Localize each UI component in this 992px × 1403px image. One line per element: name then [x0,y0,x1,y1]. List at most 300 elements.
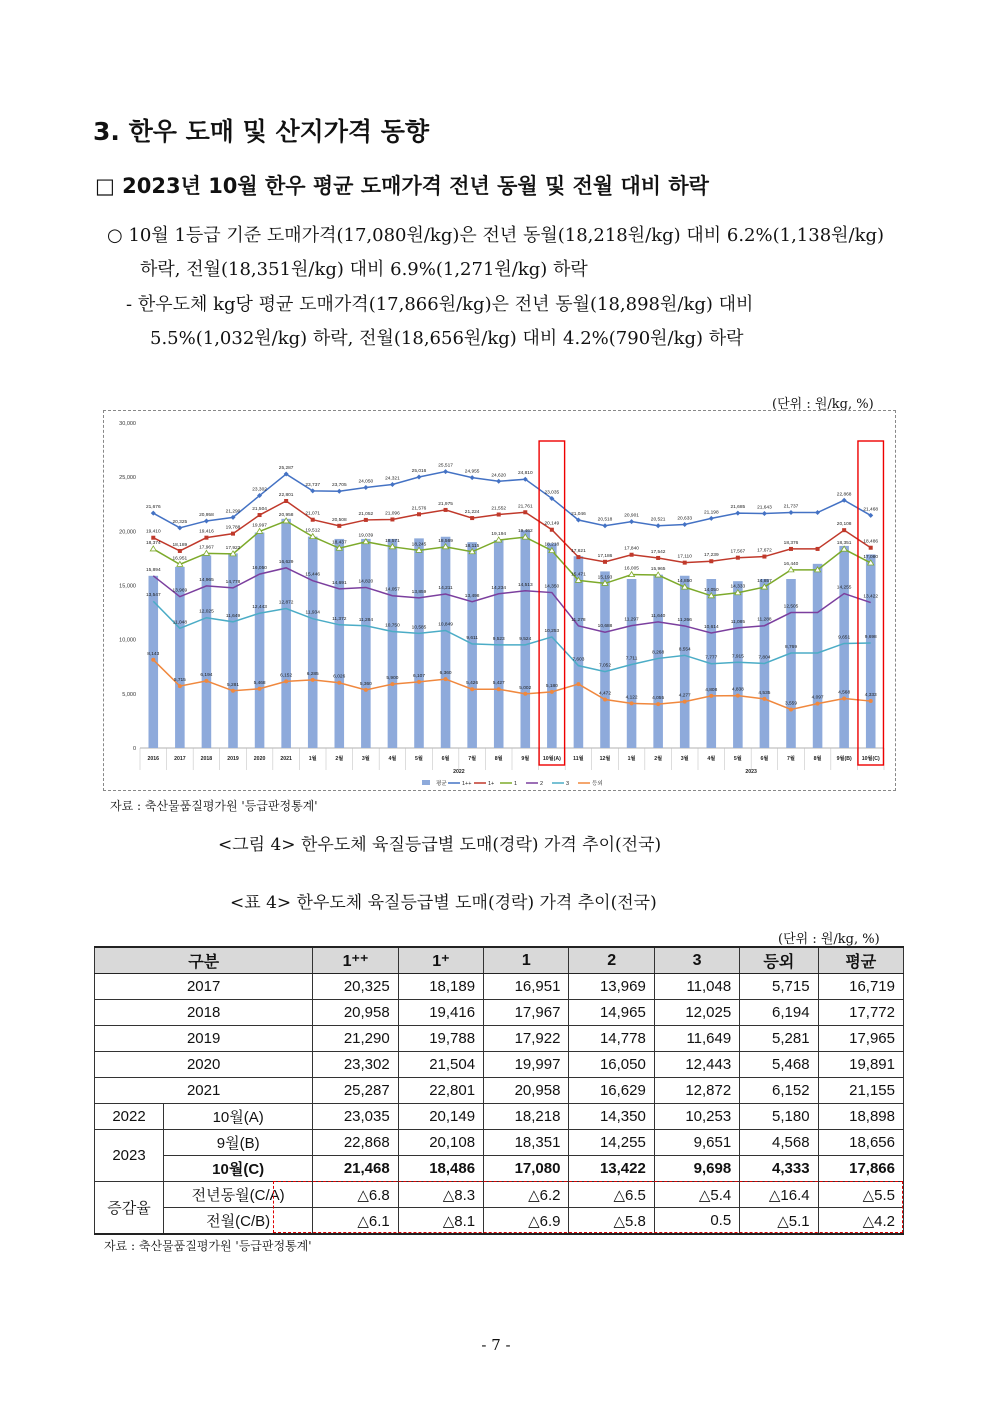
x-tick-label: 9월(B) [836,756,852,762]
point-1++ [204,518,209,523]
data-label: 14,057 [385,587,400,593]
point-1++ [390,482,395,487]
data-label: 13,547 [145,593,161,599]
bar-average [281,519,291,748]
section-title: 3. 한우 도매 및 산지가격 동향 [93,117,430,146]
data-label: 11,048 [172,620,188,626]
data-label: 17,567 [730,549,746,555]
table-row [95,1000,904,1026]
data-label: 12,443 [252,605,267,611]
bar-average [361,539,371,748]
cell: 16,050 [569,1052,654,1078]
data-label: 25,517 [438,463,453,469]
y-tick-label: 5,000 [122,691,136,698]
point-등외 [869,699,873,703]
data-label: 3,559 [784,701,798,707]
point-등외 [603,698,607,702]
point-1+ [364,518,368,522]
row-month: 전월(C/B) [164,1208,313,1235]
data-label: 11,640 [650,613,666,619]
point-1+ [523,510,527,514]
data-label: 17,080 [863,554,879,560]
bar-average [600,571,610,748]
data-label: 20,149 [544,521,560,527]
cell: 5,180 [740,1104,818,1130]
data-label: 9,523 [492,636,505,642]
data-label: 21,761 [517,504,533,510]
cell: 16,629 [569,1078,654,1104]
data-label: 12,505 [783,604,799,610]
data-label: 10,688 [597,624,613,630]
cell: 18,486 [398,1156,483,1182]
point-1+ [231,532,235,536]
legend-label: 1 [514,781,518,787]
cell: 17,772 [818,1000,903,1026]
point-등외 [204,679,208,683]
x-tick-label: 2월 [654,756,663,762]
header-grade-1p: 1⁺ [398,947,483,974]
series-line-1++ [153,472,870,528]
data-label: 19,512 [305,528,321,534]
point-1++ [629,519,634,524]
legend-label: 1++ [462,781,472,787]
data-label: 18,571 [385,538,400,544]
row-month: 9월(B) [164,1130,313,1156]
data-label: 7,915 [731,654,744,660]
cell: △6.9 [484,1208,569,1235]
header-average: 평균 [818,947,903,974]
x-tick-label: 4월 [388,756,397,762]
bar-average [813,564,823,748]
bar-average [574,556,584,748]
point-1++ [470,475,475,480]
bar-average [467,542,477,748]
bar-average [839,546,849,748]
data-label: 5,360 [359,681,372,687]
bar-average [680,576,690,748]
bar-average [308,537,318,748]
data-label: 4,472 [598,691,612,697]
data-label: 17,922 [225,545,241,551]
data-label: 21,676 [145,505,161,511]
data-label: 24,050 [358,479,374,485]
data-label: 23,737 [305,482,321,488]
data-label: 9,524 [519,636,532,642]
point-1 [150,546,156,551]
cell: 20,325 [313,974,398,1000]
data-label: 23,302 [252,487,267,493]
data-label: 18,486 [863,539,879,545]
point-등외 [284,679,288,683]
x-tick-label: 7월 [787,756,795,762]
data-label: 6,152 [280,673,293,679]
data-label: 25,287 [278,466,294,472]
circle-bullet: ○ [107,225,123,246]
data-label: 18,374 [145,540,161,546]
x-tick-label: 2021 [280,756,292,762]
point-1++ [603,523,608,528]
point-1+ [444,508,448,512]
cell: 23,035 [313,1104,398,1130]
point-1++ [363,485,368,490]
data-label: 11,297 [624,617,639,623]
cell: 20,149 [398,1104,483,1130]
y-tick-label: 0 [132,746,136,752]
data-label: 20,325 [172,519,188,525]
data-label: 6,360 [439,671,452,677]
point-1++ [337,489,342,494]
data-label: 9,698 [864,634,877,640]
point-등외 [736,694,740,698]
data-label: 15,894 [145,567,161,573]
cell: △5.4 [654,1182,739,1208]
table-row [95,1078,904,1104]
point-1+ [337,524,341,528]
y-tick-label: 10,000 [119,637,136,644]
point-1+ [311,518,315,522]
bullet2-line2: 5.5%(1,032원/kg) 하락, 전월(18,656원/kg) 대비 4.2%(790원/kg) 하락 [150,328,744,349]
header-grade-2: 2 [569,947,654,974]
cell: 10,253 [654,1104,739,1130]
y-tick-label: 15,000 [119,583,136,590]
data-label: 4,277 [678,693,691,699]
legend-label: 3 [566,781,570,787]
data-label: 7,777 [705,655,718,661]
data-label: 4,333 [864,693,877,699]
data-label: 18,189 [172,542,188,548]
data-label: 11,372 [332,616,347,622]
point-1+ [258,513,262,517]
bullet-paragraph-2 [126,288,896,356]
data-label: 20,508 [331,517,347,523]
data-label: 19,416 [199,529,214,535]
point-등외 [258,687,262,691]
bar-average [202,555,212,748]
cell: 9,651 [654,1130,739,1156]
y-tick-label: 25,000 [119,475,136,482]
x-tick-label: 2020 [253,756,266,762]
data-label: 17,672 [757,548,772,554]
cell: 13,422 [569,1156,654,1182]
data-label: 18,245 [411,542,427,548]
row-year: 2023 [95,1130,164,1182]
point-1+ [178,549,182,553]
data-label: 14,211 [438,586,453,592]
data-label: 17,239 [703,553,719,559]
header-category: 구분 [95,947,313,974]
data-label: 20,633 [677,516,693,522]
headline: □ 2023년 10월 한우 평균 도매가격 전년 동월 및 전월 대비 하락 [95,174,709,198]
table-source: 자료 : 축산물품질평가원 '등급판정통계' [104,1239,312,1253]
point-1++ [815,510,820,515]
legend-label: 2 [540,781,544,787]
bar-average [255,533,265,748]
row-year: 2019 [95,1026,313,1052]
cell: △16.4 [740,1182,818,1208]
chart-source: 자료 : 축산물품질평가원 '등급판정통계' [110,799,318,813]
cell: 23,302 [313,1052,398,1078]
cell: 21,155 [818,1078,903,1104]
data-label: 15,471 [571,572,586,578]
cell: 16,719 [818,974,903,1000]
data-label: 4,535 [758,690,771,696]
cell: △6.8 [313,1182,398,1208]
data-label: 5,281 [226,682,240,688]
data-label: 5,002 [519,685,532,691]
data-label: 14,857 [757,579,772,585]
point-등외 [337,681,341,685]
data-label: 18,351 [836,541,852,547]
data-label: 20,958 [199,512,214,518]
data-label: 5,900 [386,676,399,682]
data-label: 8,268 [652,650,665,656]
cell: 18,898 [818,1104,903,1130]
point-1+ [417,512,421,516]
cell: 25,287 [313,1078,398,1104]
point-1+ [603,560,607,564]
data-label: 7,052 [598,663,612,669]
data-label: 21,975 [438,501,453,507]
cell: 14,965 [569,1000,654,1026]
table-row [95,974,904,1000]
point-1+ [869,546,873,550]
data-label: 21,046 [571,512,586,518]
data-label: 22,868 [836,492,852,498]
data-label: 23,035 [544,490,560,496]
chart-frame [103,410,896,791]
cell: △6.1 [313,1208,398,1235]
cell: △5.1 [740,1208,818,1235]
data-label: 19,997 [252,523,267,529]
cell: 17,080 [484,1156,569,1182]
cell: 22,868 [313,1130,398,1156]
data-label: 24,321 [385,476,400,482]
data-label: 5,426 [466,681,479,687]
cell: 18,189 [398,974,483,1000]
cell: 11,048 [654,974,739,1000]
cell: 19,788 [398,1026,483,1052]
data-label: 21,468 [863,507,879,513]
cell: △5.5 [818,1182,903,1208]
cell: △5.8 [569,1208,654,1235]
x-tick-label: 10월(A) [542,756,561,762]
cell: 21,468 [313,1156,398,1182]
data-label: 25,016 [411,468,427,474]
data-label: 6,194 [200,672,213,678]
x-tick-label: 3월 [680,756,689,762]
data-label: 21,071 [305,511,321,517]
point-1+ [470,516,474,520]
year-group-label: 2023 [745,769,757,775]
x-tick-label: 9월 [521,756,530,762]
x-tick-label: 1월 [627,756,636,762]
x-tick-label: 8월 [494,756,503,762]
header-grade-1: 1 [484,947,569,974]
data-label: 11,085 [730,619,746,625]
point-1+ [842,528,846,532]
point-1++ [789,510,794,515]
data-label: 14,820 [358,579,374,585]
data-label: 11,284 [358,617,374,623]
data-label: 14,778 [225,579,241,585]
bar-average [414,538,424,748]
data-label: 8,143 [147,651,160,657]
cell: 17,922 [484,1026,569,1052]
point-1++ [656,523,661,528]
data-label: 4,568 [838,690,851,696]
point-1+ [151,536,155,540]
data-label: 21,504 [252,507,267,513]
bar-average [547,543,557,748]
cell: 4,333 [740,1156,818,1182]
data-label: 19,039 [358,533,374,539]
point-등외 [842,697,846,701]
table-row [95,1026,904,1052]
data-label: 24,620 [491,473,507,479]
point-등외 [683,700,687,704]
data-label: 16,050 [252,566,267,572]
data-label: 12,872 [278,600,294,606]
data-label: 8,554 [678,647,691,653]
point-등외 [762,697,766,701]
data-label: 16,440 [783,561,799,567]
data-label: 14,350 [544,584,560,590]
cell: 5,715 [740,974,818,1000]
data-label: 14,850 [677,579,693,585]
data-label: 14,965 [199,577,214,583]
bar-average [441,537,451,748]
point-등외 [231,689,235,693]
cell: 12,025 [654,1000,739,1026]
data-label: 18,569 [438,538,453,544]
data-label: 22,801 [278,492,294,498]
cell: 6,194 [740,1000,818,1026]
point-1++ [496,479,501,484]
row-year: 2018 [95,1000,313,1026]
data-label: 17,840 [624,546,639,552]
cell: 12,872 [654,1078,739,1104]
cell: 19,416 [398,1000,483,1026]
data-label: 10,614 [703,625,719,631]
data-label: 4,097 [811,695,824,701]
data-label: 10,750 [385,623,400,629]
data-label: 6,285 [306,671,319,677]
data-label: 17,542 [650,549,666,555]
data-label: 24,810 [517,471,533,477]
point-1++ [735,511,740,516]
bar-average [335,539,345,748]
cell: 18,351 [484,1130,569,1156]
point-등외 [390,682,394,686]
data-label: 11,288 [757,617,772,623]
point-1+ [789,547,793,551]
x-tick-label: 3월 [361,756,370,762]
data-label: 10,253 [544,628,560,634]
row-month: 10월(C) [164,1156,313,1182]
y-tick-label: 30,000 [119,421,136,427]
point-1+ [816,547,820,551]
cell: △8.3 [398,1182,483,1208]
chart-caption: <그림 4> 한우도체 육질등급별 도매(경락) 가격 추이(전국) [218,835,662,855]
point-등외 [523,692,527,696]
data-label: 14,234 [491,585,507,591]
data-label: 14,255 [836,585,852,591]
data-label: 21,737 [783,504,799,510]
data-label: 7,711 [625,656,638,662]
legend-label: 1+ [488,781,495,787]
data-label: 21,643 [757,505,772,511]
data-label: 20,521 [650,517,666,523]
cell: 17,965 [818,1026,903,1052]
data-label: 13,422 [863,594,879,600]
chart-unit: (단위 : 원/kg, %) [772,397,874,412]
legend-swatch [422,780,430,785]
point-1+ [656,556,660,560]
data-label: 4,122 [625,695,638,701]
bar-average [866,554,876,748]
point-등외 [576,682,580,686]
cell: 22,801 [398,1078,483,1104]
data-label: 4,838 [731,687,744,693]
bullet1-line1: 10월 1등급 기준 도매가격(17,080원/kg)은 전년 동월(18,218원/kg) 대비 6.2%(1,138원/kg) [128,225,885,246]
bar-average [653,575,663,748]
data-label: 21,096 [385,511,400,517]
data-label: 16,005 [624,566,639,572]
data-label: 20,958 [278,512,294,518]
data-label: 5,180 [545,683,558,689]
data-label: 17,186 [597,553,613,559]
data-label: 9,651 [838,635,851,641]
cell: 14,350 [569,1104,654,1130]
cell: 21,504 [398,1052,483,1078]
table-caption: <표 4> 한우도체 육질등급별 도매(경락) 가격 추이(전국) [230,893,657,913]
legend-label: 등외 [592,781,603,787]
data-label: 4,055 [652,696,665,702]
data-label: 16,629 [278,559,294,565]
data-label: 6,107 [412,673,426,679]
bar-average [733,581,743,748]
data-label: 14,513 [517,582,533,588]
data-label: 15,965 [650,567,666,573]
x-tick-label: 2018 [200,756,213,762]
cell: 18,218 [484,1104,569,1130]
point-등외 [709,694,713,698]
point-1+ [762,555,766,559]
data-label: 5,427 [492,681,505,687]
point-등외 [311,678,315,682]
data-label: 21,576 [411,506,427,512]
point-1+ [550,528,554,532]
point-1+ [576,555,580,559]
cell: 21,290 [313,1026,398,1052]
data-label: 12,025 [199,609,214,615]
table-row [95,1130,904,1156]
data-label: 13,498 [464,593,480,599]
row-year: 2022 [95,1104,164,1130]
legend-label: 평균 [436,781,447,787]
data-label: 17,967 [199,545,214,551]
x-tick-label: 10월(C) [861,756,880,762]
row-year: 2020 [95,1052,313,1078]
cell: 20,958 [313,1000,398,1026]
data-label: 21,198 [703,510,719,516]
cell: △8.1 [398,1208,483,1235]
x-tick-label: 1월 [308,756,317,762]
data-label: 9,611 [466,635,478,641]
y-tick-label: 20,000 [119,529,136,536]
cell: △6.5 [569,1182,654,1208]
data-label: 19,410 [145,529,161,535]
